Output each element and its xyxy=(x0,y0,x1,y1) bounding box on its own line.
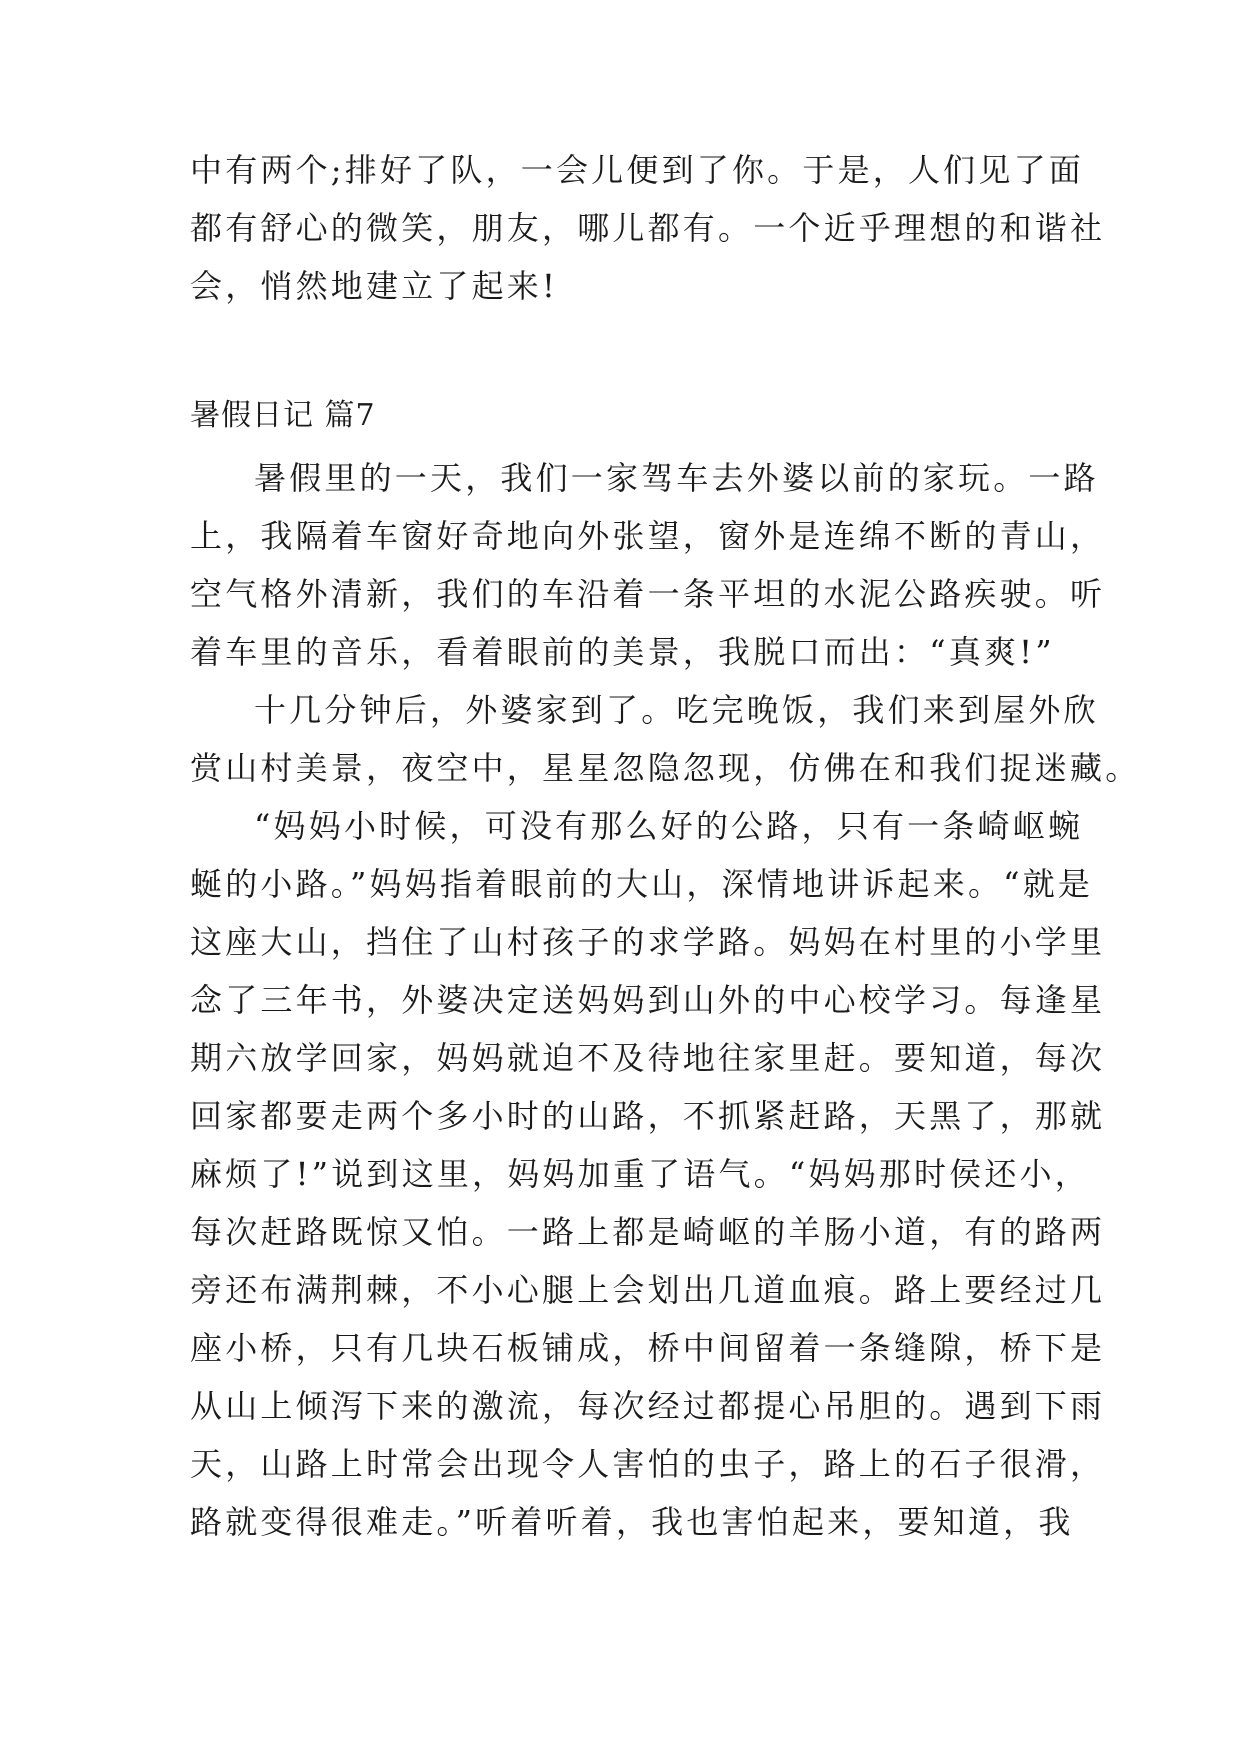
paragraph1-line-3: 空气格外清新，我们的车沿着一条平坦的水泥公路疾驶。听 xyxy=(190,575,1106,613)
paragraph3-line-9: 旁还布满荆棘，不小心腿上会划出几道血痕。路上要经过几 xyxy=(190,1271,1106,1309)
paragraph3-line-12: 天，山路上时常会出现令人害怕的虫子，路上的石子很滑， xyxy=(190,1445,1106,1483)
intro-line-3: 会，悄然地建立了起来! xyxy=(190,267,559,305)
paragraph3-line-4: 念了三年书，外婆决定送妈妈到山外的中心校学习。每逢星 xyxy=(190,981,1106,1019)
paragraph3-line-5: 期六放学回家，妈妈就迫不及待地往家里赶。要知道，每次 xyxy=(190,1039,1106,1077)
paragraph3-line-8: 每次赶路既惊又怕。一路上都是崎岖的羊肠小道，有的路两 xyxy=(190,1213,1106,1251)
paragraph1-line-4: 着车里的音乐，看着眼前的美景，我脱口而出：“真爽!” xyxy=(190,633,1055,671)
paragraph3-line-3: 这座大山，挡住了山村孩子的求学路。妈妈在村里的小学里 xyxy=(190,923,1106,961)
paragraph3-line-7: 麻烦了!”说到这里，妈妈加重了语气。“妈妈那时侯还小， xyxy=(190,1155,1090,1193)
paragraph3-line-13: 路就变得很难走。”听着听着，我也害怕起来，要知道，我 xyxy=(190,1503,1074,1541)
paragraph2-line-2: 赏山村美景，夜空中，星星忽隐忽现，仿佛在和我们捉迷藏。 xyxy=(190,749,1141,787)
paragraph2-line-1: 十几分钟后，外婆家到了。吃完晚饭，我们来到屋外欣 xyxy=(254,691,1099,729)
paragraph3-line-10: 座小桥，只有几块石板铺成，桥中间留着一条缝隙，桥下是 xyxy=(190,1329,1106,1367)
paragraph1-line-1: 暑假里的一天，我们一家驾车去外婆以前的家玩。一路 xyxy=(254,459,1099,497)
intro-line-1: 中有两个;排好了队，一会儿便到了你。于是，人们见了面 xyxy=(190,151,1084,189)
paragraph3-line-2: 蜒的小路。”妈妈指着眼前的大山，深情地讲诉起来。“就是 xyxy=(190,865,1094,903)
intro-line-2: 都有舒心的微笑，朋友，哪儿都有。一个近乎理想的和谐社 xyxy=(190,209,1106,247)
section-title: 暑假日记 篇7 xyxy=(190,398,376,433)
paragraph3-line-1: “妈妈小时候，可没有那么好的公路，只有一条崎岖蜿 xyxy=(254,807,1084,845)
paragraph3-line-6: 回家都要走两个多小时的山路，不抓紧赶路，天黑了，那就 xyxy=(190,1097,1106,1135)
paragraph3-line-11: 从山上倾泻下来的激流，每次经过都提心吊胆的。遇到下雨 xyxy=(190,1387,1106,1425)
paragraph1-line-2: 上，我隔着车窗好奇地向外张望，窗外是连绵不断的青山， xyxy=(190,517,1106,555)
